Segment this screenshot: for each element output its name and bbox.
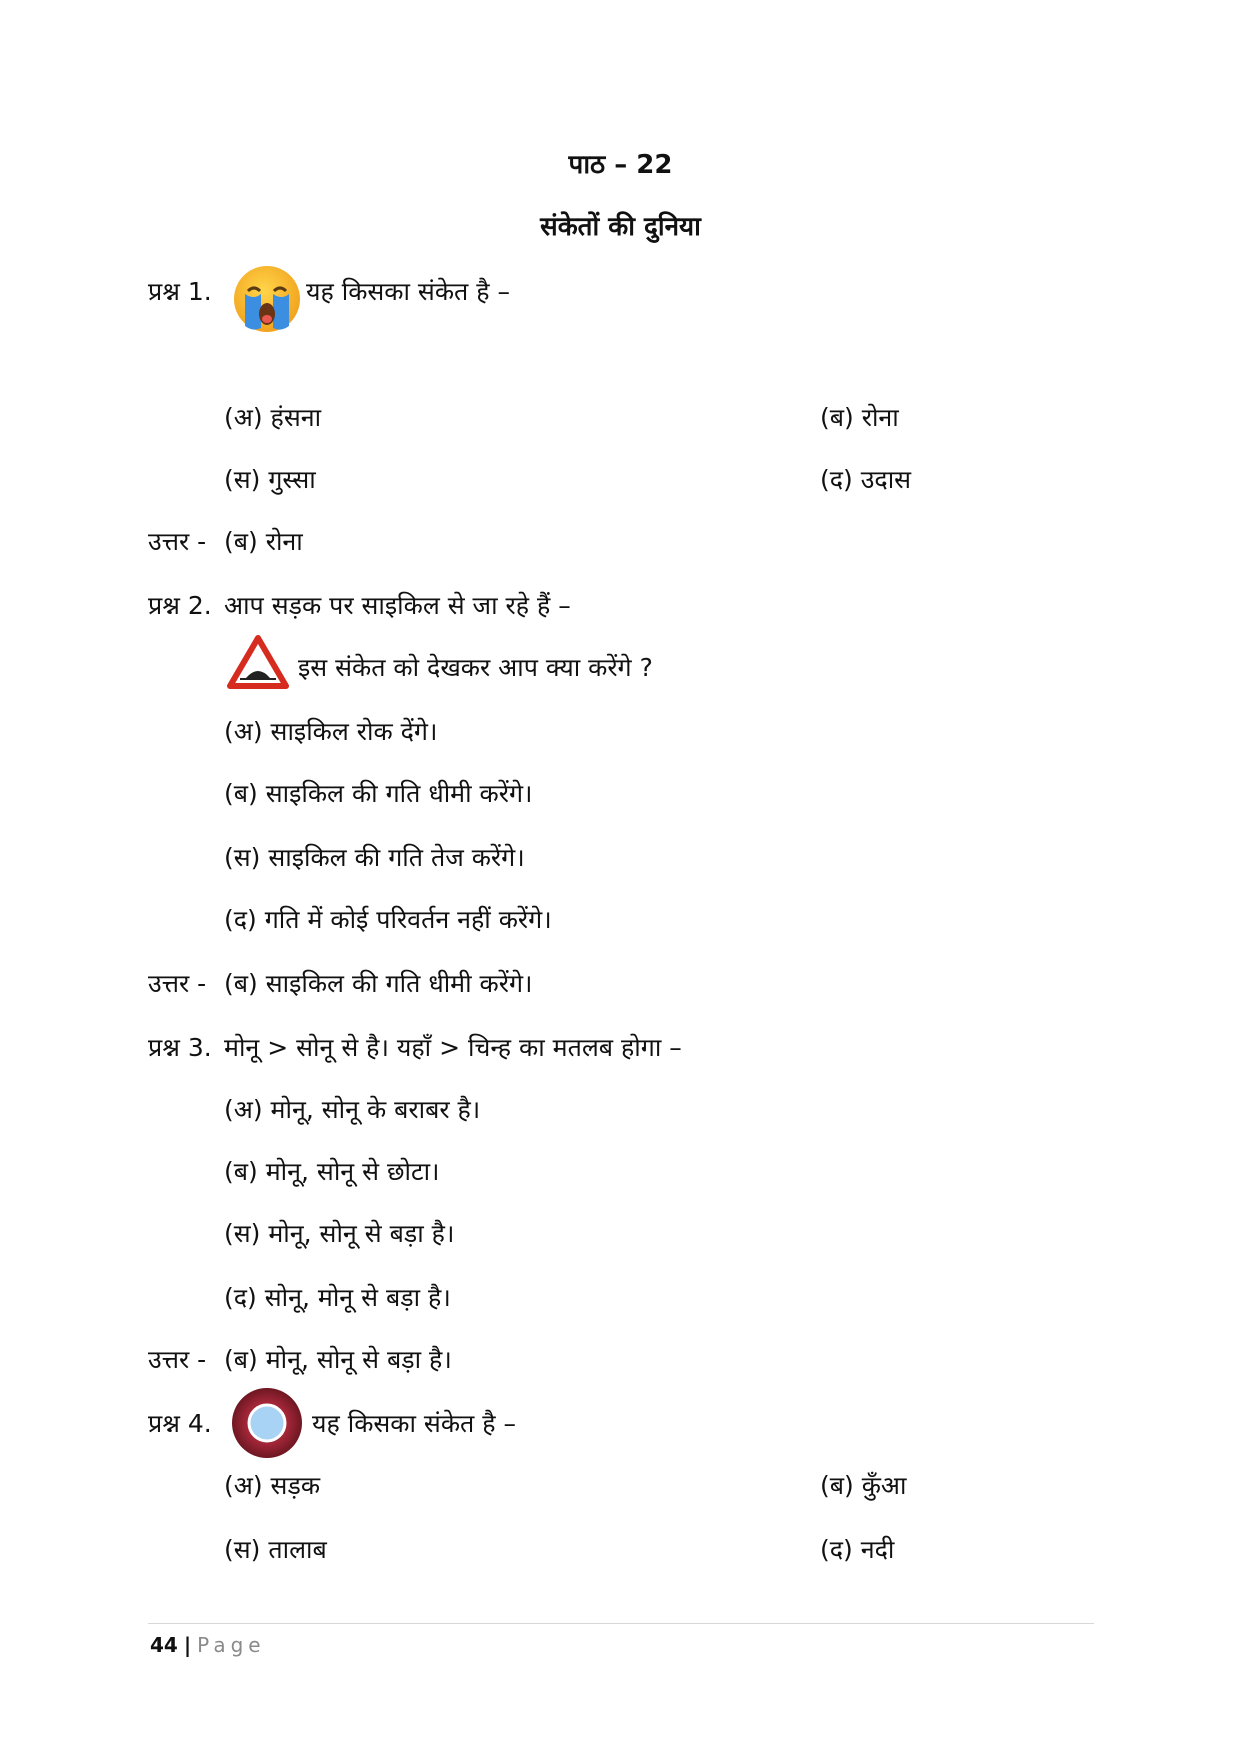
q3-option-d: (द) सोनू, मोनू से बड़ा है। <box>224 1283 451 1312</box>
q2-text: आप सड़क पर साइकिल से जा रहे हैं – <box>224 591 571 620</box>
q3-option-c: (स) मोनू, सोनू से बड़ा है। <box>224 1219 455 1248</box>
page-word: Page <box>197 1633 266 1657</box>
q2-option-b: (ब) साइकिल की गति धीमी करेंगे। <box>224 779 533 808</box>
q4-option-b: (ब) कुँआ <box>820 1471 907 1500</box>
q1-option-d: (द) उदास <box>820 465 912 494</box>
q3-answer-label: उत्तर - <box>148 1345 207 1374</box>
q3-answer: (ब) मोनू, सोनू से बड़ा है। <box>224 1345 452 1374</box>
q4-label: प्रश्न 4. <box>148 1409 212 1438</box>
q2-label: प्रश्न 2. <box>148 591 212 620</box>
q2-option-c: (स) साइकिल की गति तेज करेंगे। <box>224 843 525 872</box>
q2-subtext: इस संकेत को देखकर आप क्या करेंगे ? <box>298 653 653 682</box>
q2-answer-label: उत्तर - <box>148 969 207 998</box>
q1-label: प्रश्न 1. <box>148 277 212 306</box>
q3-option-b: (ब) मोनू, सोनू से छोटा। <box>224 1157 440 1186</box>
q3-text: मोनू > सोनू से है। यहाँ > चिन्ह का मतलब होगा – <box>224 1033 682 1062</box>
q4-option-d: (द) नदी <box>820 1535 895 1564</box>
page-number: 44 <box>150 1633 178 1657</box>
q4-text: यह किसका संकेत है – <box>312 1409 516 1438</box>
q1-option-c: (स) गुस्सा <box>224 465 316 494</box>
q2-option-d: (द) गति में कोई परिवर्तन नहीं करेंगे। <box>224 905 552 934</box>
q1-option-a: (अ) हंसना <box>224 403 322 432</box>
q1-text: यह किसका संकेत है – <box>306 277 510 306</box>
q3-option-a: (अ) मोनू, सोनू के बराबर है। <box>224 1095 481 1124</box>
speed-breaker-warning-icon <box>226 634 290 690</box>
footer-separator: | <box>183 1633 192 1657</box>
q1-answer-label: उत्तर - <box>148 527 207 556</box>
lesson-title: संकेतों की दुनिया <box>540 212 701 242</box>
q4-option-a: (अ) सड़क <box>224 1471 321 1500</box>
lesson-number-title: पाठ – 22 <box>568 150 673 180</box>
q1-option-b: (ब) रोना <box>820 403 899 432</box>
q2-answer: (ब) साइकिल की गति धीमी करेंगे। <box>224 969 533 998</box>
q2-option-a: (अ) साइकिल रोक देंगे। <box>224 717 438 746</box>
footer-divider <box>148 1623 1094 1624</box>
q4-option-c: (स) तालाब <box>224 1535 327 1564</box>
q3-label: प्रश्न 3. <box>148 1033 212 1062</box>
page-footer <box>150 1632 266 1658</box>
well-symbol-icon <box>230 1386 304 1460</box>
q1-answer: (ब) रोना <box>224 527 303 556</box>
crying-face-icon <box>232 264 302 334</box>
